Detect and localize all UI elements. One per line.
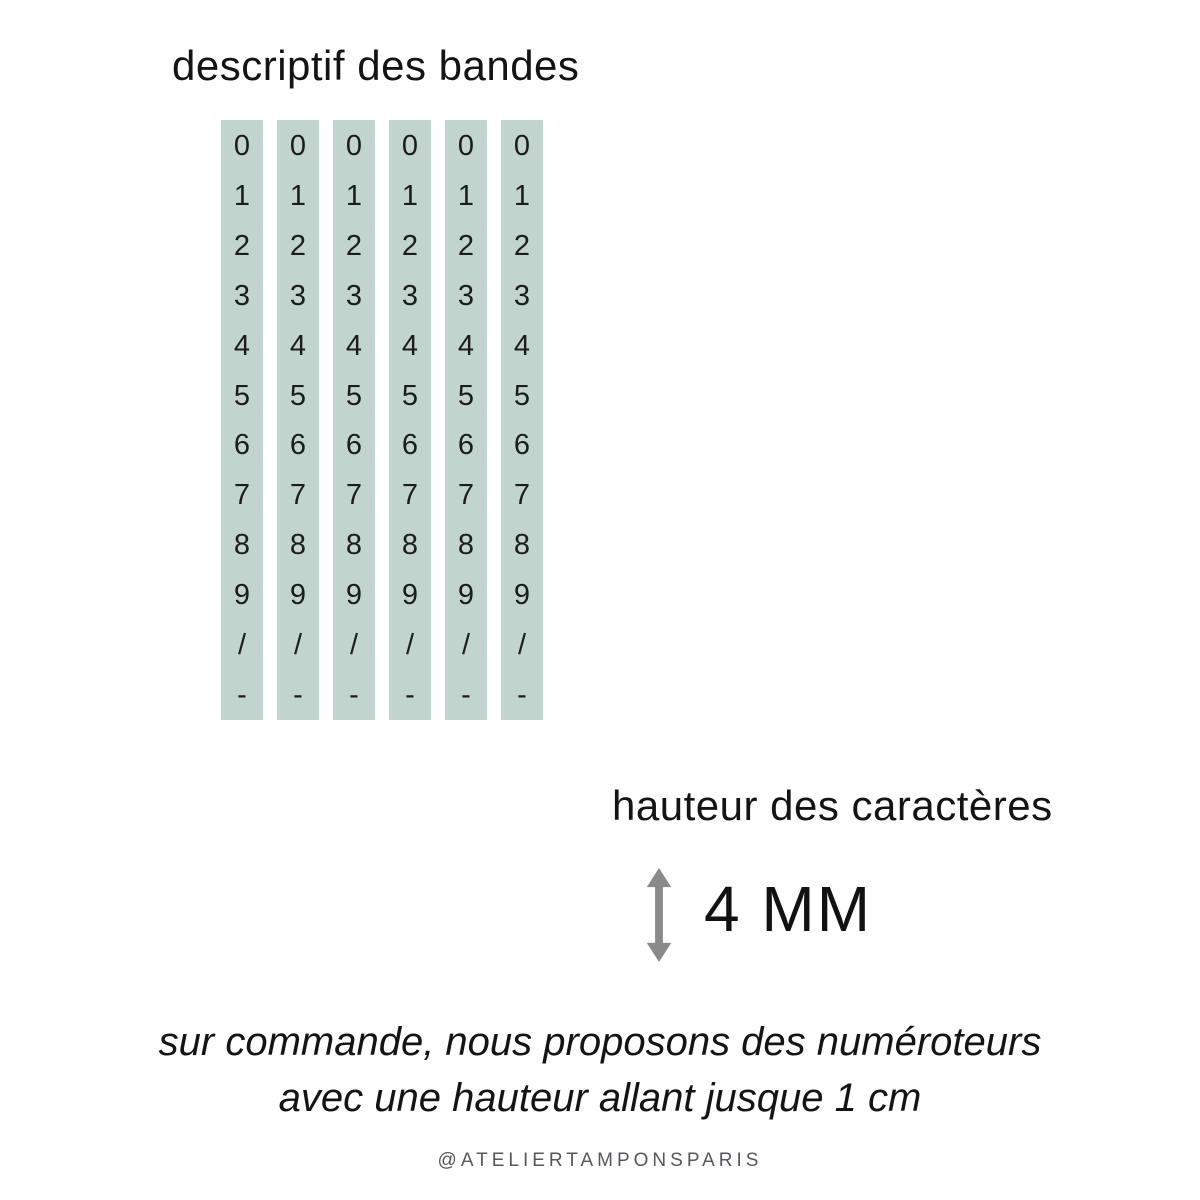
band-character: 8	[345, 529, 363, 562]
band-character: 4	[345, 329, 363, 362]
band-character: 6	[345, 429, 363, 462]
band-character: 2	[401, 229, 419, 262]
band-character: 1	[457, 179, 475, 212]
band-character: 3	[233, 279, 251, 312]
band-character: 5	[233, 379, 251, 412]
band-character: 8	[289, 529, 307, 562]
band-character: 6	[513, 429, 531, 462]
band-character: 7	[289, 479, 307, 512]
band-character: 3	[401, 279, 419, 312]
vertical-double-arrow-icon	[644, 866, 674, 964]
band-character: 1	[233, 179, 251, 212]
band-character: 4	[289, 329, 307, 362]
band-character: 5	[513, 379, 531, 412]
band-character: 2	[457, 229, 475, 262]
band-character: 4	[457, 329, 475, 362]
band-character: 6	[457, 429, 475, 462]
measure-value: 4 MM	[704, 873, 872, 945]
band-character: 5	[289, 379, 307, 412]
band-character: 0	[345, 130, 363, 162]
band-character: 9	[513, 579, 531, 612]
band-character: 0	[513, 130, 531, 162]
band	[221, 120, 263, 720]
band-character: 8	[457, 529, 475, 562]
band-character: 7	[457, 479, 475, 512]
note-line-1: sur commande, nous proposons des numéroteurs	[158, 1020, 1042, 1064]
band	[277, 120, 319, 720]
band-character: 7	[233, 479, 251, 512]
vertical-double-arrow-shape	[647, 868, 672, 962]
band-character: 7	[513, 479, 531, 512]
band-character: 5	[345, 379, 363, 412]
band-character: 5	[401, 379, 419, 412]
band	[389, 120, 431, 720]
band-character: 8	[513, 529, 531, 562]
band-character: 9	[345, 579, 363, 612]
band-character: /	[237, 629, 247, 662]
band-character: 9	[289, 579, 307, 612]
band-character: 9	[401, 579, 419, 612]
band	[333, 120, 375, 720]
band-character: 8	[401, 529, 419, 562]
band-character: 3	[513, 279, 531, 312]
band-character: /	[349, 629, 359, 662]
footer-handle: @ATELIERTAMPONSPARIS	[437, 1150, 763, 1171]
band-character: -	[293, 678, 303, 711]
band-character: 8	[233, 529, 251, 562]
band	[501, 120, 543, 720]
band-character: 4	[401, 329, 419, 362]
band-character: 0	[289, 130, 307, 162]
band-character: -	[405, 678, 415, 711]
band-character: 3	[457, 279, 475, 312]
note-text	[0, 1014, 1200, 1126]
band-character: /	[461, 629, 471, 662]
band-character: 4	[513, 329, 531, 362]
band-character: 2	[233, 229, 251, 262]
band-character: /	[517, 629, 527, 662]
band-character: 1	[513, 179, 531, 212]
band-character: 6	[401, 429, 419, 462]
band-character: 0	[233, 130, 251, 162]
band-character: 6	[289, 429, 307, 462]
band	[445, 120, 487, 720]
band-character: 0	[401, 130, 419, 162]
band-character: -	[517, 678, 527, 711]
band-character: 0	[457, 130, 475, 162]
band-character: 1	[345, 179, 363, 212]
bands-grid	[221, 120, 543, 720]
note-line-2: avec une hauteur allant jusque 1 cm	[278, 1076, 922, 1120]
band-character: 9	[233, 579, 251, 612]
band-character: 7	[345, 479, 363, 512]
band-character: 2	[345, 229, 363, 262]
band-character: 1	[401, 179, 419, 212]
page-title: descriptif des bandes	[172, 42, 580, 89]
band-character: 1	[289, 179, 307, 212]
band-character: 2	[513, 229, 531, 262]
band-character: 6	[233, 429, 251, 462]
band-character: 7	[401, 479, 419, 512]
measure-label: hauteur des caractères	[612, 782, 1053, 829]
band-character: -	[237, 678, 247, 711]
band-character: 3	[289, 279, 307, 312]
band-character: 9	[457, 579, 475, 612]
band-character: -	[461, 678, 471, 711]
band-character: 4	[233, 329, 251, 362]
band-character: 3	[345, 279, 363, 312]
band-character: 2	[289, 229, 307, 262]
band-character: /	[405, 629, 415, 662]
band-character: /	[293, 629, 303, 662]
band-character: 5	[457, 379, 475, 412]
band-character: -	[349, 678, 359, 711]
